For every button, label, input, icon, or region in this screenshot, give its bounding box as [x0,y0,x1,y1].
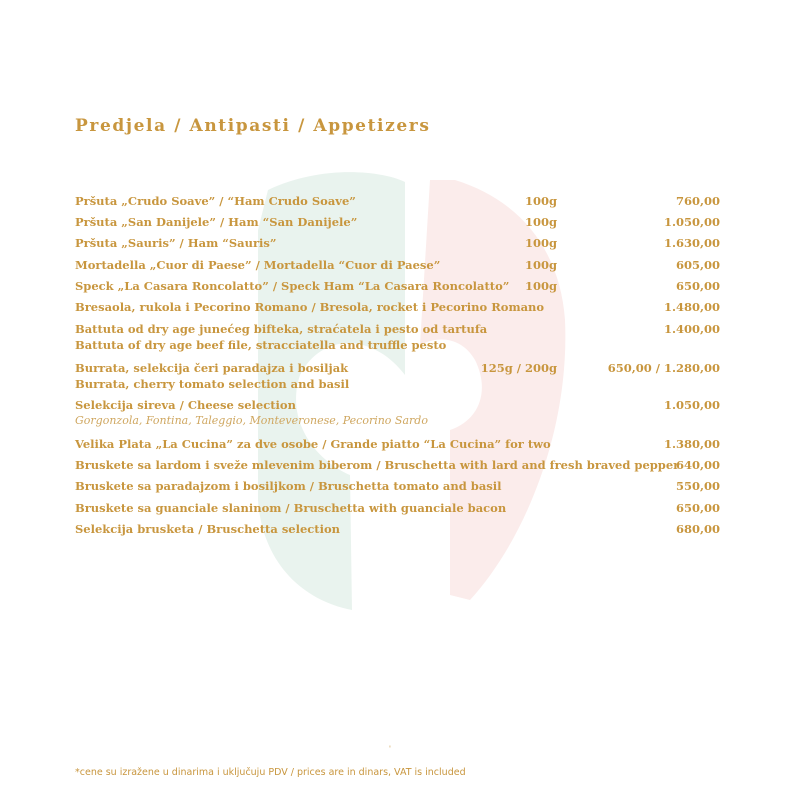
menu-item-name: Bruskete sa paradajzom i bosiljkom / Bruschetta tomato and basil [75,479,502,493]
footer-mark: ' [389,745,391,753]
menu-item-price: 640,00 [675,458,720,472]
menu-item-price: 1.400,00 [663,322,720,336]
menu-item-quantity: 100g [524,215,557,229]
price-footnote: *cene su izražene u dinarima i uključuju PDV / prices are in dinars, VAT is included [75,767,466,778]
menu-item-name: Bresaola, rukola i Pecorino Romano / Bresola, rocket i Pecorino Romano [75,300,545,314]
menu-item-name: Speck „La Casara Roncolatto” / Speck Ham “La Casara Roncolatto” [75,279,510,293]
menu-item-price: 1.630,00 [663,236,720,250]
menu-item-name: Selekcija sireva / Cheese selection [75,398,296,412]
section-title: Predjela / Antipasti / Appetizers [75,116,431,136]
menu-item-name: Velika Plata „La Cucina” za dve osobe / Grande piatto “La Cucina” for two [75,437,551,451]
menu-item-quantity: 125g / 200g [480,361,557,375]
menu-item-price: 650,00 [675,501,720,515]
menu-item-name: Burrata, selekcija čeri paradajza i bosiljak [75,361,349,375]
menu-item-quantity: 100g [524,258,557,272]
menu-item-name: Pršuta „Crudo Soave” / “Ham Crudo Soave” [75,194,356,208]
menu-item-price: 550,00 [675,479,720,493]
menu-item-name: Bruskete sa lardom i sveže mlevenim biberom / Bruschetta with lard and fresh braved pepper [75,458,680,472]
menu-item-quantity: 100g [524,279,557,293]
menu-item-price: 650,00 [675,279,720,293]
menu-item-price: 1.050,00 [663,398,720,412]
menu-item-name: Mortadella „Cuor di Paese” / Mortadella “Cuor di Paese” [75,258,441,272]
menu-item-description: Gorgonzola, Fontina, Taleggio, Monteveronese, Pecorino Sardo [75,414,428,427]
menu-item-name: Bruskete sa guanciale slaninom / Bruschetta with guanciale bacon [75,501,507,515]
menu-item-price: 605,00 [675,258,720,272]
menu-item-name-english: Battuta of dry age beef file, stracciatella and truffle pesto [75,338,447,352]
menu-item-price: 760,00 [675,194,720,208]
menu-item-name: Selekcija brusketa / Bruschetta selection [75,522,341,536]
menu-item-price: 650,00 / 1.280,00 [607,361,720,375]
menu-item-name: Battuta od dry age junećeg bifteka, straćatela i pesto od tartufa [75,322,488,336]
menu-item-price: 1.480,00 [663,300,720,314]
menu-item-price: 1.380,00 [663,437,720,451]
menu-item-name: Pršuta „San Danijele” / Ham “San Danijele” [75,215,358,229]
menu-item-quantity: 100g [524,236,557,250]
menu-item-quantity: 100g [524,194,557,208]
menu-item-name-english: Burrata, cherry tomato selection and basil [75,377,350,391]
menu-item-price: 680,00 [675,522,720,536]
menu-item-name: Pršuta „Sauris” / Ham “Sauris” [75,236,277,250]
menu-item-price: 1.050,00 [663,215,720,229]
